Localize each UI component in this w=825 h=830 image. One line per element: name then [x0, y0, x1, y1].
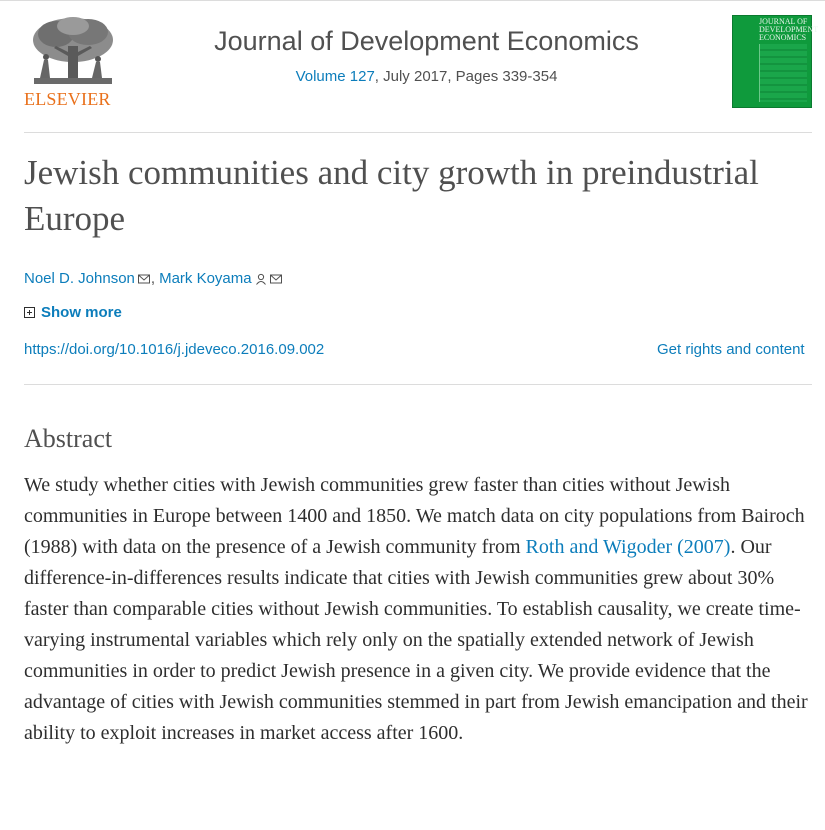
journal-title-link[interactable]: Journal of Development Economics	[214, 26, 639, 56]
expand-plus-icon	[24, 307, 35, 318]
envelope-icon[interactable]	[138, 273, 150, 285]
author-list	[24, 270, 282, 287]
journal-cover-thumbnail[interactable]	[732, 15, 818, 108]
citation-link[interactable]: Roth and Wigoder (2007)	[525, 536, 731, 558]
rights-link[interactable]: Get rights and content	[657, 341, 805, 358]
person-icon[interactable]	[255, 273, 267, 285]
envelope-icon[interactable]	[270, 273, 282, 285]
content-divider	[24, 384, 812, 385]
abstract-text	[24, 470, 814, 749]
elsevier-tree-icon	[26, 16, 120, 88]
volume-link[interactable]: Volume 127	[295, 68, 375, 85]
cover-pattern	[759, 44, 807, 102]
doi-link[interactable]: https://doi.org/10.1016/j.jdeveco.2016.09.002	[24, 341, 325, 358]
elsevier-logo[interactable]	[24, 14, 122, 110]
author-link[interactable]: Mark Koyama	[159, 270, 252, 287]
show-more-label: Show more	[41, 304, 122, 321]
abstract-text-part-1: We study whether cities with Jewish communities grew faster than cities without Jewish communities in Europe between 1400 and 1850. We match data on city populations from Bairoch (1988) with data on the presence of a Jewish community from	[24, 474, 805, 558]
abstract-text-part-2: . Our difference-in-differences results indicate that cities with Jewish communities grew about 30% faster than comparable cities without Jewish communities. To establish causality, we create time-varying instrumental variables which rely only on the spatially extended network of Jewish communities in order to predict Jewish presence in a given city. We provide evidence that the advantage of cities with Jewish communities stemmed in part from Jewish emancipation and their ability to exploit increases in market access after 1600.	[24, 536, 808, 744]
show-more-button[interactable]	[24, 304, 122, 321]
top-divider	[0, 0, 825, 1]
author-separator: ,	[150, 270, 156, 287]
author-link[interactable]: Noel D. Johnson	[24, 270, 135, 287]
issue-info	[140, 68, 713, 85]
publisher-name: ELSEVIER	[24, 89, 111, 109]
header-divider	[24, 132, 812, 133]
article-title: Jewish communities and city growth in preindustrial Europe	[24, 153, 759, 238]
issue-details: , July 2017, Pages 339-354	[374, 68, 558, 85]
abstract-heading: Abstract	[24, 424, 113, 453]
cover-title: JOURNAL OF DEVELOPMENT ECONOMICS	[759, 17, 818, 42]
